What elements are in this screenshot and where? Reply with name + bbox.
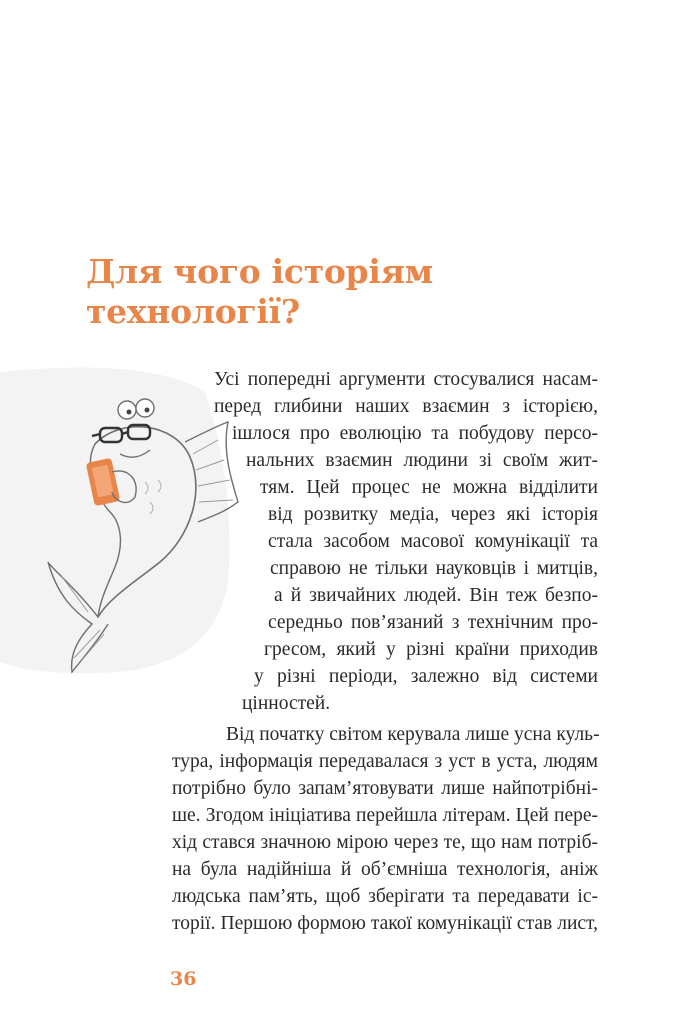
paragraph-2-line: на була надійніша й об’ємніша технологія, аніж bbox=[172, 859, 598, 880]
paragraph-1-line: перед глибини наших взаємин з історією, bbox=[214, 396, 598, 417]
paragraph-1-line: стала засобом масової комунікації та bbox=[268, 531, 598, 552]
paragraph-1-line: тям. Цей процес не можна відділити bbox=[260, 477, 598, 498]
paragraph-2-line: людська пам’ять, щоб зберігати та передавати іс- bbox=[172, 886, 598, 907]
paragraph-2-line: потрібно було запам’ятовувати лише найпотрібні- bbox=[172, 778, 598, 799]
paragraph-1-line: гресом, який у різні країни приходив bbox=[264, 639, 598, 660]
paragraph-2-line: Від початку світом керувала лише усна куль- bbox=[226, 724, 600, 745]
fish-eye-right bbox=[136, 399, 154, 417]
paragraph-1-line: середньо пов’язаний з технічним про- bbox=[268, 612, 598, 633]
fish-eye-left bbox=[118, 401, 136, 419]
paragraph-2-line: тура, інформація передавалася з уст в уста, людям bbox=[172, 751, 598, 772]
chapter-heading bbox=[86, 252, 546, 332]
paragraph-1-line: справою не тільки науковців і митців, bbox=[270, 558, 598, 579]
page-number: 36 bbox=[170, 968, 197, 990]
pupil-right bbox=[145, 408, 150, 413]
paragraph-2-line: торії. Першою формою такої комунікації став лист, bbox=[172, 913, 598, 934]
heading-line-1: Для чого історіям bbox=[86, 252, 434, 291]
pupil-left bbox=[127, 410, 132, 415]
heading-line-2: технології? bbox=[86, 292, 300, 331]
paragraph-1-line: від розвитку медіа, через які історія bbox=[268, 504, 598, 525]
paragraph-1-line: цінностей. bbox=[242, 693, 331, 714]
illustration-backdrop bbox=[0, 368, 229, 674]
fish-illustration bbox=[0, 362, 250, 682]
paragraph-1-line: ішлося про еволюцію та побудову персо- bbox=[232, 423, 598, 444]
paragraph-1-line: а й звичайних людей. Він теж безпо- bbox=[274, 585, 598, 606]
paragraph-2-line: хід стався значною мірою через те, що нам потріб- bbox=[172, 832, 598, 853]
paragraph-1-line: Усі попередні аргументи стосувалися насам- bbox=[214, 369, 598, 390]
paragraph-1-line: нальних взаємин людини зі своїм жит- bbox=[246, 450, 598, 471]
paragraph-2-line: ше. Згодом ініціатива перейшла літерам. Цей пере- bbox=[172, 805, 598, 826]
paragraph-1-line: у різні періоди, залежно від системи bbox=[254, 666, 598, 687]
